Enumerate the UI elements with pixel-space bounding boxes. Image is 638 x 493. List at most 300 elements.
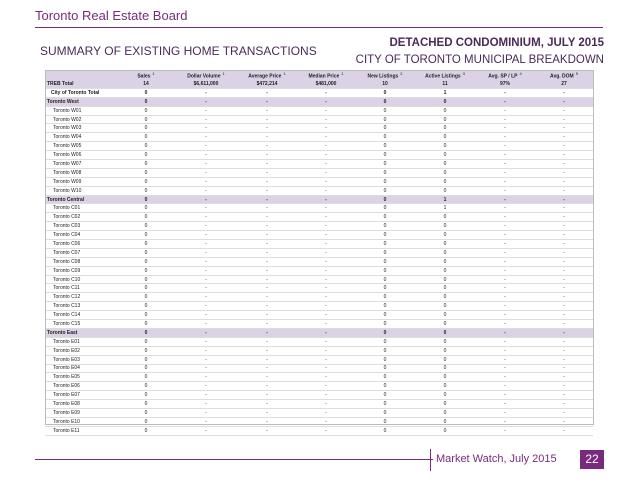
value-cell: - <box>297 213 355 222</box>
value-cell: 0 <box>415 275 475 284</box>
value-cell: - <box>237 168 297 177</box>
value-cell: - <box>297 302 355 311</box>
value-cell: 0 <box>415 408 475 417</box>
value-cell: - <box>475 284 535 293</box>
value-cell: 0 <box>117 257 175 266</box>
value-cell: - <box>297 400 355 409</box>
value-cell: - <box>175 426 237 435</box>
table-row <box>45 346 593 355</box>
value-cell: - <box>297 204 355 213</box>
value-cell: 0 <box>415 231 475 240</box>
value-cell: 0 <box>415 133 475 142</box>
value-cell: - <box>175 133 237 142</box>
value-cell: - <box>535 133 593 142</box>
value-cell: 0 <box>355 400 415 409</box>
value-cell: 0 <box>355 88 415 97</box>
value-cell: 0 <box>355 355 415 364</box>
value-cell: 0 <box>117 115 175 124</box>
value-cell: - <box>175 142 237 151</box>
value-cell: - <box>535 195 593 204</box>
value-cell: - <box>535 115 593 124</box>
value-cell: - <box>475 364 535 373</box>
table-row <box>45 257 593 266</box>
value-cell: 0 <box>415 293 475 302</box>
value-cell: - <box>297 160 355 169</box>
area-name-cell: Toronto West <box>45 97 117 106</box>
value-cell: 0 <box>117 346 175 355</box>
column-header-label: New Listings <box>367 73 399 80</box>
column-footnote-ref: 1 <box>283 70 286 76</box>
value-cell: - <box>237 248 297 257</box>
value-cell: - <box>535 382 593 391</box>
value-cell: 0 <box>355 213 415 222</box>
value-cell: 0 <box>355 364 415 373</box>
table-row <box>45 382 593 391</box>
value-cell: 1 <box>415 195 475 204</box>
table-row <box>45 275 593 284</box>
value-cell: 27 <box>535 80 593 88</box>
value-cell: - <box>475 231 535 240</box>
area-name-cell: Toronto C14 <box>45 311 117 320</box>
value-cell: - <box>237 266 297 275</box>
area-name-cell: Toronto E04 <box>45 364 117 373</box>
value-cell: 0 <box>415 248 475 257</box>
value-cell: - <box>237 311 297 320</box>
value-cell: - <box>237 151 297 160</box>
value-cell: 0 <box>415 373 475 382</box>
value-cell: 0 <box>117 151 175 160</box>
value-cell: 0 <box>117 97 175 106</box>
value-cell: 0 <box>117 204 175 213</box>
value-cell: 0 <box>415 177 475 186</box>
table-row <box>45 302 593 311</box>
value-cell: 0 <box>415 346 475 355</box>
value-cell: 0 <box>117 382 175 391</box>
value-cell: - <box>475 337 535 346</box>
value-cell: - <box>475 248 535 257</box>
value-cell: - <box>237 328 297 337</box>
value-cell: - <box>535 204 593 213</box>
value-cell: - <box>175 408 237 417</box>
value-cell: - <box>175 231 237 240</box>
value-cell: - <box>237 195 297 204</box>
table-row <box>45 373 593 382</box>
value-cell: 0 <box>415 213 475 222</box>
value-cell: - <box>475 257 535 266</box>
value-cell: 0 <box>355 142 415 151</box>
value-cell: 0 <box>415 160 475 169</box>
value-cell: - <box>475 204 535 213</box>
column-footnote-ref: 5 <box>575 70 578 76</box>
value-cell: - <box>475 320 535 329</box>
value-cell: - <box>297 328 355 337</box>
value-cell: - <box>237 275 297 284</box>
value-cell: 0 <box>355 97 415 106</box>
table-row <box>45 293 593 302</box>
value-cell: - <box>535 417 593 426</box>
value-cell: 97% <box>475 80 535 88</box>
value-cell: - <box>237 204 297 213</box>
value-cell: 0 <box>355 115 415 124</box>
value-cell: 0 <box>415 124 475 133</box>
area-name-cell: Toronto C04 <box>45 231 117 240</box>
value-cell: - <box>535 337 593 346</box>
value-cell: - <box>237 231 297 240</box>
value-cell: 0 <box>117 337 175 346</box>
page-number: 22 <box>580 450 604 469</box>
value-cell: - <box>475 177 535 186</box>
value-cell: 0 <box>117 195 175 204</box>
value-cell: - <box>237 337 297 346</box>
value-cell: - <box>297 177 355 186</box>
value-cell: 0 <box>355 195 415 204</box>
value-cell: 0 <box>117 320 175 329</box>
column-header <box>237 70 297 80</box>
value-cell: - <box>175 346 237 355</box>
value-cell: 0 <box>117 284 175 293</box>
value-cell: - <box>535 346 593 355</box>
area-name-cell: City of Toronto Total <box>45 88 117 97</box>
top-divider <box>35 27 603 28</box>
value-cell: - <box>475 160 535 169</box>
table-row <box>45 355 593 364</box>
table-row <box>45 311 593 320</box>
area-name-cell: Toronto C02 <box>45 213 117 222</box>
column-header <box>117 70 175 80</box>
value-cell: - <box>475 311 535 320</box>
value-cell: - <box>297 257 355 266</box>
value-cell: - <box>475 266 535 275</box>
bottom-divider <box>35 459 433 460</box>
summary-title: SUMMARY OF EXISTING HOME TRANSACTIONS <box>40 44 317 58</box>
value-cell: - <box>475 142 535 151</box>
area-name-cell: Toronto C10 <box>45 275 117 284</box>
value-cell: - <box>535 328 593 337</box>
value-cell: - <box>535 248 593 257</box>
value-cell: 0 <box>415 417 475 426</box>
value-cell: 0 <box>355 337 415 346</box>
value-cell: - <box>297 240 355 249</box>
value-cell: - <box>535 373 593 382</box>
table-row <box>45 240 593 249</box>
table-row <box>45 364 593 373</box>
value-cell: - <box>297 195 355 204</box>
area-name-cell: Toronto E09 <box>45 408 117 417</box>
value-cell: 0 <box>355 311 415 320</box>
value-cell: 0 <box>355 373 415 382</box>
table-row <box>45 204 593 213</box>
value-cell: 0 <box>355 328 415 337</box>
value-cell: - <box>175 293 237 302</box>
value-cell: 0 <box>355 275 415 284</box>
value-cell: - <box>297 293 355 302</box>
value-cell: - <box>297 266 355 275</box>
value-cell: 0 <box>355 284 415 293</box>
value-cell: 0 <box>355 257 415 266</box>
value-cell: 0 <box>117 88 175 97</box>
value-cell: 0 <box>117 142 175 151</box>
value-cell: - <box>475 195 535 204</box>
value-cell: 0 <box>415 115 475 124</box>
value-cell: - <box>237 115 297 124</box>
value-cell: 0 <box>355 320 415 329</box>
value-cell: 0 <box>415 97 475 106</box>
value-cell: - <box>475 88 535 97</box>
value-cell: - <box>297 275 355 284</box>
area-name-cell: Toronto W05 <box>45 142 117 151</box>
value-cell: - <box>237 426 297 435</box>
value-cell: - <box>237 97 297 106</box>
value-cell: - <box>475 106 535 115</box>
value-cell: - <box>475 133 535 142</box>
area-name-cell: Toronto E03 <box>45 355 117 364</box>
column-header-label: Dollar Volume <box>187 73 221 80</box>
value-cell: 0 <box>355 293 415 302</box>
value-cell: - <box>237 373 297 382</box>
group-row <box>45 97 593 106</box>
value-cell: - <box>475 240 535 249</box>
value-cell: 0 <box>355 302 415 311</box>
column-footnote-ref: 1 <box>341 70 344 76</box>
value-cell: - <box>237 391 297 400</box>
value-cell: - <box>475 373 535 382</box>
value-cell: - <box>535 231 593 240</box>
value-cell: - <box>175 417 237 426</box>
value-cell: - <box>175 222 237 231</box>
column-header-label: Avg. DOM <box>550 73 574 80</box>
column-header-label: Sales <box>137 73 151 80</box>
value-cell: - <box>237 88 297 97</box>
group-row <box>45 80 593 88</box>
value-cell: - <box>237 106 297 115</box>
value-cell: 0 <box>117 293 175 302</box>
value-cell: - <box>175 373 237 382</box>
value-cell: - <box>475 302 535 311</box>
value-cell: - <box>535 364 593 373</box>
value-cell: - <box>535 160 593 169</box>
column-header <box>415 70 475 80</box>
column-footnote-ref: 1 <box>222 70 225 76</box>
value-cell: 0 <box>117 213 175 222</box>
value-cell: - <box>475 391 535 400</box>
value-cell: 0 <box>355 382 415 391</box>
value-cell: - <box>535 240 593 249</box>
column-header <box>297 70 355 80</box>
area-name-cell: Toronto W04 <box>45 133 117 142</box>
value-cell: $6,611,000 <box>175 80 237 88</box>
value-cell: - <box>535 311 593 320</box>
value-cell: 0 <box>117 266 175 275</box>
value-cell: - <box>297 186 355 195</box>
value-cell: - <box>535 124 593 133</box>
value-cell: - <box>175 311 237 320</box>
table-row <box>45 160 593 169</box>
value-cell: - <box>175 248 237 257</box>
area-name-cell: Toronto C13 <box>45 302 117 311</box>
value-cell: $472,214 <box>237 80 297 88</box>
value-cell: - <box>237 302 297 311</box>
value-cell: - <box>237 346 297 355</box>
column-header-label: Median Price <box>308 73 340 80</box>
value-cell: - <box>535 88 593 97</box>
value-cell: 0 <box>415 240 475 249</box>
value-cell: - <box>175 320 237 329</box>
column-header-label: Active Listings <box>425 73 461 80</box>
value-cell: - <box>297 408 355 417</box>
area-name-cell: Toronto C06 <box>45 240 117 249</box>
table-header-row <box>45 70 593 80</box>
value-cell: - <box>297 284 355 293</box>
area-name-cell: Toronto E05 <box>45 373 117 382</box>
value-cell: 0 <box>355 346 415 355</box>
value-cell: 0 <box>117 364 175 373</box>
value-cell: 0 <box>415 320 475 329</box>
value-cell: - <box>297 222 355 231</box>
value-cell: - <box>237 186 297 195</box>
total-row <box>45 88 593 97</box>
value-cell: 0 <box>117 328 175 337</box>
value-cell: - <box>175 195 237 204</box>
value-cell: - <box>175 151 237 160</box>
area-name-cell: Toronto E08 <box>45 400 117 409</box>
table-row <box>45 391 593 400</box>
column-footnote-ref: 3 <box>462 70 465 76</box>
value-cell: - <box>175 160 237 169</box>
value-cell: - <box>475 417 535 426</box>
value-cell: 0 <box>415 382 475 391</box>
value-cell: - <box>475 382 535 391</box>
group-row <box>45 195 593 204</box>
value-cell: - <box>175 97 237 106</box>
table-row <box>45 231 593 240</box>
value-cell: 0 <box>415 426 475 435</box>
value-cell: 0 <box>355 151 415 160</box>
value-cell: - <box>297 88 355 97</box>
value-cell: $481,000 <box>297 80 355 88</box>
value-cell: 0 <box>117 240 175 249</box>
value-cell: - <box>475 213 535 222</box>
table-row <box>45 151 593 160</box>
value-cell: - <box>175 302 237 311</box>
value-cell: - <box>297 337 355 346</box>
area-name-cell: Toronto E11 <box>45 426 117 435</box>
column-header <box>355 70 415 80</box>
value-cell: 0 <box>117 275 175 284</box>
value-cell: - <box>297 426 355 435</box>
value-cell: - <box>175 88 237 97</box>
area-name-cell: Toronto W02 <box>45 115 117 124</box>
table-row <box>45 426 593 435</box>
value-cell: 0 <box>355 106 415 115</box>
value-cell: - <box>175 204 237 213</box>
area-name-cell: Toronto C07 <box>45 248 117 257</box>
value-cell: 0 <box>415 257 475 266</box>
value-cell: 0 <box>117 311 175 320</box>
area-name-cell: Toronto W01 <box>45 106 117 115</box>
value-cell: 0 <box>355 417 415 426</box>
value-cell: 0 <box>117 106 175 115</box>
value-cell: - <box>237 382 297 391</box>
value-cell: 0 <box>415 284 475 293</box>
value-cell: 0 <box>117 231 175 240</box>
value-cell: - <box>535 97 593 106</box>
value-cell: - <box>535 408 593 417</box>
value-cell: - <box>475 346 535 355</box>
value-cell: 0 <box>117 417 175 426</box>
table-row <box>45 417 593 426</box>
value-cell: - <box>175 382 237 391</box>
value-cell: - <box>475 408 535 417</box>
value-cell: 0 <box>355 124 415 133</box>
value-cell: 10 <box>355 80 415 88</box>
value-cell: - <box>535 106 593 115</box>
value-cell: - <box>237 355 297 364</box>
value-cell: 11 <box>415 80 475 88</box>
area-name-cell: Toronto E02 <box>45 346 117 355</box>
value-cell: - <box>175 106 237 115</box>
value-cell: 0 <box>355 168 415 177</box>
area-name-cell: Toronto W07 <box>45 160 117 169</box>
table-row <box>45 408 593 417</box>
column-header <box>45 70 117 80</box>
area-name-cell: Toronto East <box>45 328 117 337</box>
value-cell: - <box>297 373 355 382</box>
value-cell: - <box>475 115 535 124</box>
value-cell: - <box>175 364 237 373</box>
value-cell: - <box>297 248 355 257</box>
brand-title: Toronto Real Estate Board <box>35 8 188 23</box>
value-cell: - <box>297 151 355 160</box>
value-cell: 0 <box>117 133 175 142</box>
value-cell: - <box>175 177 237 186</box>
column-footnote-ref: 2 <box>400 70 403 76</box>
table-row <box>45 177 593 186</box>
table-row <box>45 115 593 124</box>
value-cell: - <box>475 293 535 302</box>
value-cell: 0 <box>415 337 475 346</box>
value-cell: - <box>237 364 297 373</box>
value-cell: - <box>297 417 355 426</box>
value-cell: 0 <box>415 266 475 275</box>
value-cell: 0 <box>355 266 415 275</box>
column-header-label: Average Price <box>248 73 282 80</box>
value-cell: - <box>175 168 237 177</box>
value-cell: - <box>175 328 237 337</box>
value-cell: - <box>535 293 593 302</box>
value-cell: - <box>237 142 297 151</box>
value-cell: - <box>297 346 355 355</box>
value-cell: 0 <box>117 168 175 177</box>
column-header <box>475 70 535 80</box>
value-cell: 0 <box>355 248 415 257</box>
table-row <box>45 213 593 222</box>
value-cell: - <box>175 240 237 249</box>
table-row <box>45 133 593 142</box>
table-row <box>45 284 593 293</box>
value-cell: - <box>237 124 297 133</box>
value-cell: - <box>237 284 297 293</box>
area-name-cell: Toronto E06 <box>45 382 117 391</box>
value-cell: 0 <box>355 177 415 186</box>
value-cell: - <box>475 355 535 364</box>
column-header <box>535 70 593 80</box>
value-cell: 0 <box>355 160 415 169</box>
column-footnote-ref: 1 <box>152 70 155 76</box>
area-name-cell: Toronto Central <box>45 195 117 204</box>
value-cell: - <box>175 186 237 195</box>
value-cell: - <box>535 168 593 177</box>
area-name-cell: Toronto E10 <box>45 417 117 426</box>
